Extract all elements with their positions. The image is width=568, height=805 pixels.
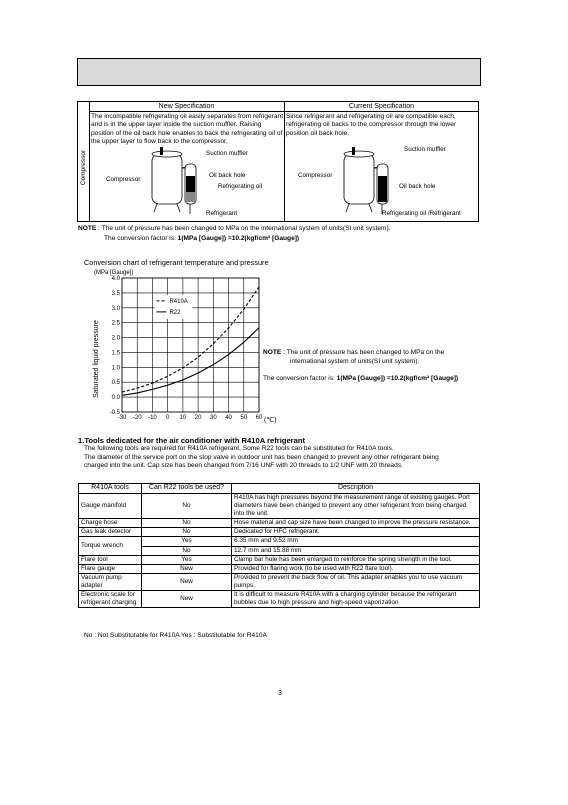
table-row: Vacuum pump adapter New Provided to prevent the back flow of oil. This adapter enables you to use vacuum pumps. — [79, 573, 480, 590]
table-row: Charge hose No Hose material and cap size have been changed to improve the pressure resistance. — [79, 519, 480, 528]
x-tick-label: -20 — [132, 415, 142, 421]
chart-legend — [154, 295, 192, 319]
spec-current-header: Current Specification — [349, 103, 414, 110]
y-tick-label: 3.5 — [111, 290, 120, 297]
x-tick-label: 0 — [165, 415, 170, 421]
x-tick-label: 20 — [194, 415, 202, 421]
table-row: Gas leak detector No Dedicated for HFC refrigerant. — [79, 528, 480, 537]
col-header-tools: R410A tools — [79, 484, 142, 494]
current-label-oil-back-hole: Oil back hole — [399, 183, 436, 190]
chart-y-unit: (MPa [Gauge]) — [94, 270, 134, 276]
table-row: Gauge manifold No R410A has high pressures beyond the measurement range of existing gauges. Port diameters have been changed to prevent any other refrigerant from being charged into the unit. — [79, 494, 480, 519]
new-label-oil-back-hole: Oil back hole — [209, 172, 246, 179]
current-label-refrigerating-oil-refrigerant: Refrigerating oil /Refrigerant — [382, 210, 461, 217]
pressure-chart — [80, 264, 310, 429]
chart-x-unit: (℃) — [264, 417, 277, 424]
chart-y-label: Saturated liquid pressure — [93, 320, 100, 398]
x-tick-label: 40 — [225, 415, 232, 421]
col-header-r22: Can R22 tools be used? — [142, 484, 232, 494]
legend-label: R22 — [169, 309, 181, 316]
tools-legend: No : Not Substitutable for R410A Yes : Substitutable for R410A — [84, 632, 267, 639]
new-label-suction-muffler: Suction muffler — [206, 150, 248, 157]
y-tick-label: 2.5 — [111, 320, 120, 327]
note1: NOTE : The unit of pressure has been changed to MPa on the international system of units(SI unit system). — [78, 225, 391, 232]
table-row: Torque wrench Yes 6.35 mm and 9.52 mm — [79, 537, 480, 546]
section-line1: The following tools are required for R410A refrigerant. Some R22 tools can be substituted for R410A tools. — [84, 445, 394, 452]
chart-note: NOTE : The unit of pressure has been changed to MPa on the — [263, 349, 445, 356]
y-tick-label: 4.0 — [111, 276, 120, 282]
table-row: No 12.7 mm and 15.88 mm — [79, 546, 480, 555]
section-line2: The diameter of the service port on the stop valve in outdoor unit has been changed to prevent any other refrigerant being — [84, 454, 439, 461]
table-row: Electronic scale for refrigerant charging New It is difficult to measure R410A with a charging cylinder because the refrigerant bubbles due to high pressure and high-speed vaporization — [79, 591, 480, 608]
spec-row-label: Compressor — [80, 149, 87, 185]
spec-new-header: New Specification — [158, 103, 215, 110]
y-tick-label: 0.5 — [111, 380, 120, 387]
new-label-refrigerating-oil: Refrigerating oil — [218, 183, 263, 190]
spec-new-text: The incompatible refrigerating oil easily separates from refrigerant and is in the upper layer inside the suction muffler. Raising position of the oil back hole enables to back the refrigerating oil of the upper layer to flow back to the compressor. — [91, 113, 284, 146]
header-bar — [77, 58, 481, 86]
y-tick-label: 1.0 — [111, 365, 120, 372]
x-tick-label: 30 — [209, 415, 217, 421]
legend-label: R410A — [169, 298, 188, 305]
x-tick-label: 60 — [255, 415, 263, 421]
section-title: 1.Tools dedicated for the air conditioner with R410A refrigerant — [78, 436, 306, 445]
chart-note-line2: international system of units(SI unit system). — [290, 358, 420, 365]
spec-table — [77, 101, 479, 222]
tools-header-row — [79, 484, 480, 494]
section-line3: charged into the unit. Cap size has been changed from 7/16 UNF with 20 threads to 1/2 UNF with 20 threads. — [84, 462, 403, 469]
col-header-description: Description — [232, 484, 480, 494]
x-tick-label: -30 — [117, 415, 127, 421]
current-label-suction-muffler: Suction muffler — [404, 146, 446, 153]
current-compressor-diagram — [340, 146, 420, 218]
x-tick-label: 50 — [240, 415, 248, 421]
table-row: Flare tool Yes Clamp bar hole has been enlarged to reinforce the spring strength in the tool. — [79, 555, 480, 564]
x-tick-label: -10 — [148, 415, 157, 421]
y-tick-label: 2.0 — [111, 335, 120, 342]
table-row: Flare gauge New Provided for flaring work (to be used with R22 flare tool). — [79, 564, 480, 573]
y-tick-label: 1.5 — [111, 350, 120, 357]
chart-note-factor: The conversion factor is: 1(MPa [Gauge]) =10.2(kgf/cm² [Gauge]) — [263, 375, 459, 382]
page-number: 3 — [278, 690, 282, 697]
note1-factor: The conversion factor is: 1(MPa [Gauge]) =10.2(kgf/cm² [Gauge]) — [104, 235, 300, 242]
current-label-compressor: Compressor — [298, 172, 333, 179]
y-tick-label: 0.0 — [111, 395, 120, 402]
y-tick-label: -0.5 — [109, 410, 120, 416]
spec-current-text: Since refrigerant and refrigerating oil are compatible each, refrigerating oil backs to the compressor through the lower position oil back hole. — [286, 113, 457, 137]
new-label-refrigerant: Refrigerant — [206, 210, 238, 217]
x-tick-label: 10 — [179, 415, 187, 421]
new-label-compressor: Compressor — [106, 176, 141, 183]
chart-title: Conversion chart of refrigerant temperature and pressure — [84, 258, 269, 267]
tools-table — [78, 483, 480, 608]
y-tick-label: 3.0 — [111, 305, 120, 312]
